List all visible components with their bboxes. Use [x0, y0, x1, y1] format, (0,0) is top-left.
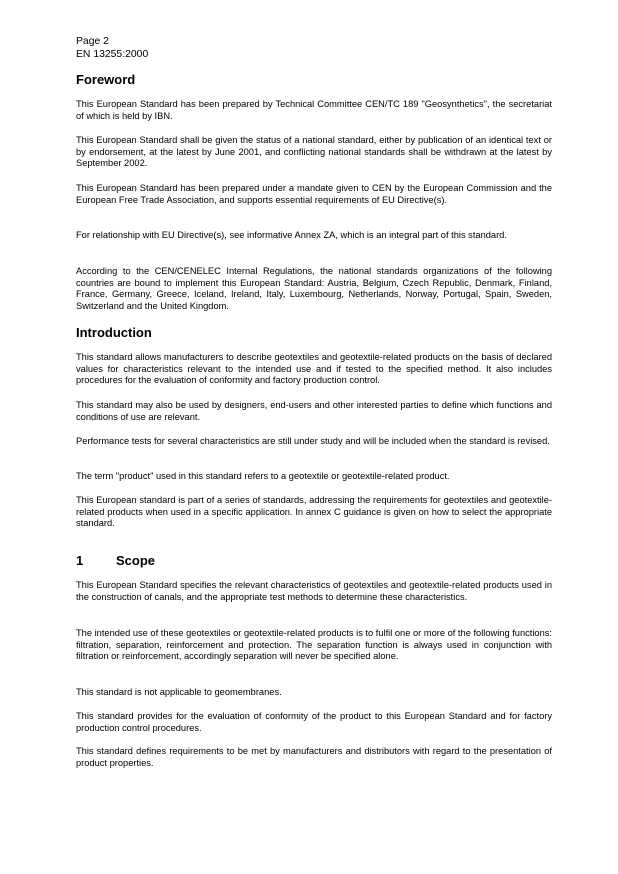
scope-heading [76, 553, 552, 569]
page-number: Page 2 [76, 36, 109, 47]
scope-paragraph: This standard provides for the evaluation of conformity of the product to this European Standard and for factory production control procedures. [76, 711, 552, 733]
section-number: 1 [76, 553, 84, 568]
document-id: EN 13255:2000 [76, 48, 149, 60]
introduction-paragraph: The term "product" used in this standard refers to a geotextile or geotextile-related product. [76, 471, 450, 481]
scope-paragraph: The intended use of these geotextiles or geotextile-related products is to fulfil one or more of the following functions: filtration, separation, reinforcement and protection. The separation function is always used in conjunction with filtration or reinforcement, accordingly separation will never be specified alone. [76, 628, 552, 662]
foreword-paragraph: For relationship with EU Directive(s), see informative Annex ZA, which is an integral part of this standard. [76, 230, 507, 240]
foreword-paragraph: This European Standard has been prepared under a mandate given to CEN by the European Commission and the European Free Trade Association, and supports essential requirements of EU Directive(s). [76, 183, 552, 205]
scope-paragraph: This standard is not applicable to geomembranes. [76, 687, 282, 697]
introduction-heading: Introduction [76, 325, 152, 340]
scope-paragraph: This European Standard specifies the relevant characteristics of geotextiles and geotextile-related products used in the construction of canals, and the appropriate test methods to determine these characteristics. [76, 580, 552, 602]
foreword-paragraph: This European Standard shall be given the status of a national standard, either by publication of an identical text or by endorsement, at the latest by June 2001, and conflicting national standards shall be withdrawn at the latest by September 2002. [76, 135, 552, 169]
foreword-paragraph: This European Standard has been prepared by Technical Committee CEN/TC 189 "Geosynthetics", the secretariat of which is held by IBN. [76, 99, 552, 121]
introduction-paragraph: This standard may also be used by designers, end-users and other interested parties to define which functions and conditions of use are relevant. [76, 400, 552, 422]
foreword-heading: Foreword [76, 72, 136, 87]
section-title: Scope [116, 553, 156, 568]
introduction-paragraph: This standard allows manufacturers to describe geotextiles and geotextile-related products on the basis of declared values for characteristics relevant to the intended use and if tested to the specified method. It also includes procedures for the evaluation of conformity and factory production control. [76, 352, 552, 386]
scope-paragraph: This standard defines requirements to be met by manufacturers and distributors with regard to the presentation of product properties. [76, 746, 552, 768]
introduction-paragraph: Performance tests for several characteristics are still under study and will be included when the standard is revised. [76, 436, 550, 446]
page-header [76, 36, 552, 61]
introduction-paragraph: This European standard is part of a series of standards, addressing the requirements for geotextiles and geotextile-related products when used in a specific application. In annex C guidance is given on how to select the appropriate standard. [76, 495, 552, 529]
foreword-paragraph: According to the CEN/CENELEC Internal Regulations, the national standards organizations of the following countries are bound to implement this European Standard: Austria, Belgium, Czech Republic, Denmark, Finland, France, Germany, Greece, Iceland, Ireland, Italy, Luxembourg, Netherlands, Norway, Portugal, Spain, Sweden, Switzerland and the United Kingdom. [76, 266, 552, 312]
